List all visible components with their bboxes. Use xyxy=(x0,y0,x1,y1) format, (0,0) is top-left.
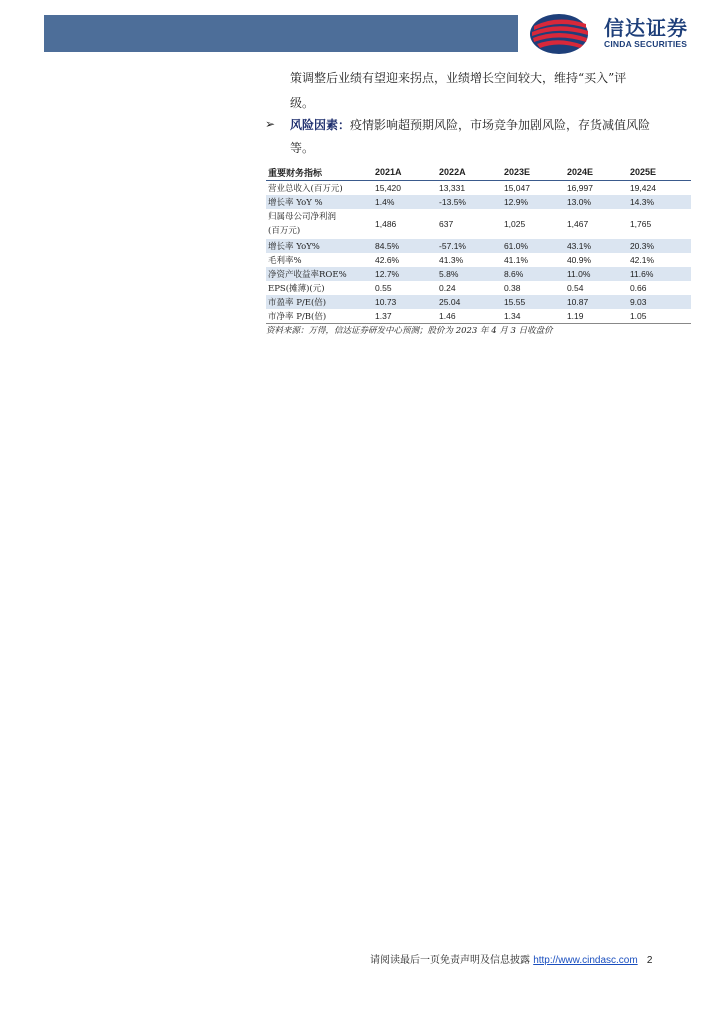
summary-line-2: 级。 xyxy=(290,96,315,110)
table-cell: 1,467 xyxy=(566,219,589,229)
table-cell: 9.03 xyxy=(628,295,691,309)
header-bar xyxy=(44,15,518,52)
row-label: 增长率 YoY% xyxy=(266,239,373,253)
table-cell: 12.7% xyxy=(373,267,437,281)
table-cell: 15,420 xyxy=(375,183,401,193)
table-row xyxy=(266,239,691,253)
table-cell: 13,331 xyxy=(439,183,466,193)
table-cell: 41.1% xyxy=(503,255,529,265)
risk-paragraph xyxy=(290,114,686,160)
row-label: 毛利率% xyxy=(268,256,302,266)
summary-paragraph xyxy=(290,66,686,116)
table-row xyxy=(266,295,691,309)
table-cell: 40.9% xyxy=(566,255,592,265)
row-label-line-1: 归属母公司净利润 xyxy=(268,212,337,222)
row-label: 增长率 YoY % xyxy=(266,195,373,209)
risk-colon: ： xyxy=(338,118,351,132)
header-cell: 2024E xyxy=(565,164,628,181)
table-header-row xyxy=(266,164,691,181)
table-cell: 14.3% xyxy=(628,195,691,209)
table-cell: 12.9% xyxy=(502,195,565,209)
table-cell: 1.34 xyxy=(502,309,565,324)
disclaimer-text: 请阅读最后一页免责声明及信息披露 xyxy=(370,955,530,966)
table-row xyxy=(266,195,691,209)
row-label: 净资产收益率ROE% xyxy=(266,267,373,281)
table-cell: 19,424 xyxy=(629,183,656,193)
table-cell: 1.46 xyxy=(437,309,502,324)
summary-line-1: 策调整后业绩有望迎来拐点，业绩增长空间较大，维持“买入”评 xyxy=(290,71,627,85)
table-cell: 13.0% xyxy=(565,195,628,209)
table-row xyxy=(266,253,691,267)
table-cell: 41.3% xyxy=(439,255,464,265)
table-cell: 61.0% xyxy=(502,239,565,253)
row-label xyxy=(266,209,373,239)
header-cell: 2025E xyxy=(628,164,691,181)
header-cell: 2023E xyxy=(502,164,565,181)
table-cell: 0.54 xyxy=(566,283,584,293)
header-cell: 2021A xyxy=(373,164,437,181)
table-cell: 8.6% xyxy=(502,267,565,281)
table-cell: 25.04 xyxy=(437,295,502,309)
table-cell: 1.19 xyxy=(565,309,628,324)
table-cell: 42.6% xyxy=(375,255,400,265)
table-cell: 1,025 xyxy=(503,219,526,229)
table-cell: 0.55 xyxy=(375,283,392,293)
table-cell: 0.38 xyxy=(503,283,521,293)
risk-text-1: 疫情影响超预期风险，市场竞争加剧风险，存货减值风险 xyxy=(350,118,651,132)
table-cell: 42.1% xyxy=(629,255,655,265)
table-cell: 15.55 xyxy=(502,295,565,309)
table-cell: 15,047 xyxy=(503,183,530,193)
financial-table xyxy=(266,164,691,324)
table-cell: 0.66 xyxy=(629,283,647,293)
table-cell: 84.5% xyxy=(373,239,437,253)
table-cell: 1.4% xyxy=(373,195,437,209)
row-label: 市盈率 P/E(倍) xyxy=(266,295,373,309)
header-cell: 2022A xyxy=(437,164,502,181)
risk-heading: 风险因素 xyxy=(290,118,339,132)
table-cell: 20.3% xyxy=(628,239,691,253)
table-cell: 43.1% xyxy=(565,239,628,253)
table-cell: 1.37 xyxy=(373,309,437,324)
row-label: 市净率 P/B(倍) xyxy=(266,309,373,324)
table-row xyxy=(266,267,691,281)
table-cell: 11.6% xyxy=(628,267,691,281)
row-label: EPS(摊薄)(元) xyxy=(268,284,325,294)
table-row xyxy=(266,281,691,295)
table-row xyxy=(266,309,691,324)
logo-mark-icon xyxy=(528,12,598,56)
table-source-note: 资料来源：万得，信达证券研发中心预测；股价为 2023 年 4 月 3 日收盘价 xyxy=(266,326,553,336)
company-logo xyxy=(528,12,708,56)
table-cell: 637 xyxy=(439,219,454,229)
website-link[interactable]: http://www.cindasc.com xyxy=(533,955,638,966)
table-cell: -57.1% xyxy=(437,239,502,253)
page-footer xyxy=(370,951,652,966)
table-row xyxy=(266,209,691,239)
bullet-arrow-icon: ➢ xyxy=(265,117,276,131)
table-cell: 11.0% xyxy=(565,267,628,281)
logo-text-cn: 信达证券 xyxy=(604,16,688,40)
table-row xyxy=(266,181,691,196)
page-number: 2 xyxy=(646,955,653,966)
table-cell: -13.5% xyxy=(437,195,502,209)
table-cell: 10.87 xyxy=(565,295,628,309)
table-cell: 16,997 xyxy=(566,183,593,193)
table-cell: 1,486 xyxy=(375,219,397,229)
risk-text-2: 等。 xyxy=(290,141,315,155)
row-label-line-2: (百万元) xyxy=(268,226,301,236)
table-cell: 1.05 xyxy=(628,309,691,324)
table-cell: 5.8% xyxy=(437,267,502,281)
table-cell: 10.73 xyxy=(373,295,437,309)
logo-text-en: CINDA SECURITIES xyxy=(604,39,688,49)
row-label: 营业总收入(百万元) xyxy=(268,184,343,194)
table-cell: 0.24 xyxy=(439,283,456,293)
table-cell: 1,765 xyxy=(629,219,652,229)
header-cell: 重要财务指标 xyxy=(266,164,373,181)
